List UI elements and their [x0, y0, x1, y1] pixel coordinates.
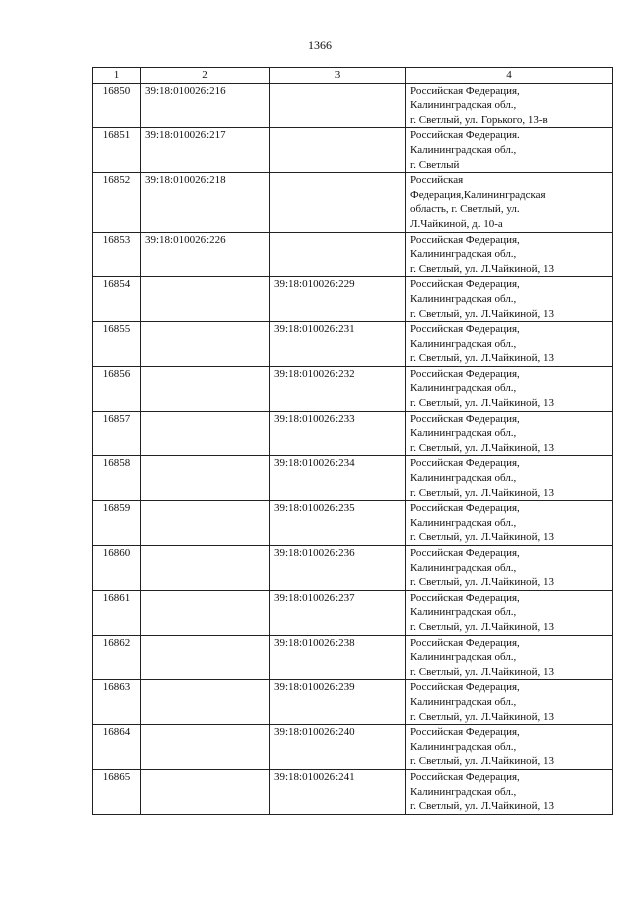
- cadastral-number-col3-cell: [270, 128, 406, 173]
- address-line: Российская Федерация,: [410, 278, 520, 291]
- address-line: г. Светлый, ул. Л.Чайкиной, 13: [410, 710, 555, 723]
- address-line: Российская Федерация,: [410, 412, 520, 425]
- cadastral-number-col3-cell: [270, 83, 406, 128]
- cadastral-number-col3-cell: 39:18:010026:240: [270, 725, 406, 770]
- address-line: Российская Федерация,: [410, 502, 520, 515]
- row-number-cell: 16851: [93, 128, 141, 173]
- address-cell: [406, 590, 613, 635]
- table-row: [93, 501, 613, 546]
- address-line: Калининградская обл.,: [410, 516, 517, 529]
- address-line: Российская Федерация,: [410, 636, 520, 649]
- cadastral-number-col3-cell: 39:18:010026:237: [270, 590, 406, 635]
- table-row: [93, 411, 613, 456]
- address-line: г. Светлый, ул. Л.Чайкиной, 13: [410, 665, 555, 678]
- address-line: Калининградская обл.,: [410, 337, 517, 350]
- address-cell: [406, 232, 613, 277]
- cadastral-number-col3-cell: 39:18:010026:239: [270, 680, 406, 725]
- address-line: Российская: [410, 174, 464, 187]
- cadastral-number-col2-cell: [141, 590, 270, 635]
- cadastral-number-col2-cell: 39:18:010026:226: [141, 232, 270, 277]
- address-line: Калининградская обл.,: [410, 292, 517, 305]
- address-line: Калининградская обл.,: [410, 785, 517, 798]
- cadastral-number-col2-cell: [141, 635, 270, 680]
- cadastral-number-col2-cell: [141, 501, 270, 546]
- table-row: [93, 83, 613, 128]
- address-cell: [406, 546, 613, 591]
- address-line: Калининградская обл.,: [410, 99, 517, 112]
- header-row: [93, 68, 613, 84]
- cadastral-number-col3-cell: 39:18:010026:234: [270, 456, 406, 501]
- cadastral-number-col3-cell: 39:18:010026:232: [270, 366, 406, 411]
- cadastral-number-col2-cell: [141, 546, 270, 591]
- cadastral-number-col2-cell: [141, 769, 270, 814]
- address-line: г. Светлый, ул. Л.Чайкиной, 13: [410, 620, 555, 633]
- cadastral-number-col2-cell: 39:18:010026:218: [141, 173, 270, 232]
- cadastral-number-col2-cell: [141, 725, 270, 770]
- address-cell: [406, 411, 613, 456]
- address-line: Российская Федерация,: [410, 323, 520, 336]
- table-row: [93, 232, 613, 277]
- address-line: Российская Федерация,: [410, 770, 520, 783]
- column-header-1: 1: [93, 68, 141, 84]
- column-header-3: 3: [270, 68, 406, 84]
- address-cell: [406, 635, 613, 680]
- address-cell: [406, 128, 613, 173]
- row-number-cell: 16850: [93, 83, 141, 128]
- table-row: [93, 322, 613, 367]
- row-number-cell: 16853: [93, 232, 141, 277]
- address-line: Российская Федерация,: [410, 233, 520, 246]
- table-row: [93, 546, 613, 591]
- address-line: область, г. Светлый, ул.: [410, 203, 520, 216]
- row-number-cell: 16865: [93, 769, 141, 814]
- address-line: Федерация,Калининградская: [410, 188, 546, 201]
- table-row: [93, 366, 613, 411]
- address-line: Л.Чайкиной, д. 10-а: [410, 217, 503, 230]
- table-row: [93, 277, 613, 322]
- row-number-cell: 16860: [93, 546, 141, 591]
- address-line: г. Светлый: [410, 158, 460, 171]
- cadastral-number-col3-cell: 39:18:010026:236: [270, 546, 406, 591]
- cadastral-number-col2-cell: [141, 680, 270, 725]
- address-line: Российская Федерация,: [410, 726, 520, 739]
- address-line: Российская Федерация.: [410, 129, 520, 142]
- cadastral-number-col3-cell: 39:18:010026:231: [270, 322, 406, 367]
- address-line: г. Светлый, ул. Л.Чайкиной, 13: [410, 800, 555, 813]
- cadastral-number-col2-cell: [141, 366, 270, 411]
- address-line: Российская Федерация,: [410, 84, 520, 97]
- address-line: Российская Федерация,: [410, 681, 520, 694]
- address-cell: [406, 83, 613, 128]
- address-line: Калининградская обл.,: [410, 606, 517, 619]
- cadastral-number-col3-cell: 39:18:010026:238: [270, 635, 406, 680]
- table-row: [93, 590, 613, 635]
- cadastral-number-col2-cell: [141, 411, 270, 456]
- row-number-cell: 16863: [93, 680, 141, 725]
- cadastral-number-col3-cell: 39:18:010026:241: [270, 769, 406, 814]
- address-line: Российская Федерация,: [410, 367, 520, 380]
- registry-table: [92, 67, 613, 815]
- address-line: г. Светлый, ул. Л.Чайкиной, 13: [410, 531, 555, 544]
- table-row: [93, 769, 613, 814]
- row-number-cell: 16861: [93, 590, 141, 635]
- table-row: [93, 173, 613, 232]
- cadastral-number-col3-cell: [270, 232, 406, 277]
- page-number: 1366: [308, 38, 332, 52]
- table-row: [93, 128, 613, 173]
- cadastral-number-col3-cell: 39:18:010026:235: [270, 501, 406, 546]
- cadastral-number-col2-cell: 39:18:010026:217: [141, 128, 270, 173]
- cadastral-number-col3-cell: [270, 173, 406, 232]
- address-line: Калининградская обл.,: [410, 695, 517, 708]
- address-line: г. Светлый, ул. Л.Чайкиной, 13: [410, 307, 555, 320]
- address-cell: [406, 501, 613, 546]
- address-line: г. Светлый, ул. Л.Чайкиной, 13: [410, 486, 555, 499]
- address-line: г. Светлый, ул. Л.Чайкиной, 13: [410, 352, 555, 365]
- cadastral-number-col3-cell: 39:18:010026:233: [270, 411, 406, 456]
- address-line: Калининградская обл.,: [410, 740, 517, 753]
- column-header-4: 4: [406, 68, 613, 84]
- cadastral-number-col2-cell: [141, 277, 270, 322]
- address-cell: [406, 173, 613, 232]
- address-cell: [406, 456, 613, 501]
- address-cell: [406, 769, 613, 814]
- table-row: [93, 680, 613, 725]
- table-row: [93, 635, 613, 680]
- address-line: г. Светлый, ул. Л.Чайкиной, 13: [410, 262, 555, 275]
- address-line: Калининградская обл.,: [410, 248, 517, 261]
- cadastral-number-col3-cell: 39:18:010026:229: [270, 277, 406, 322]
- cadastral-number-col2-cell: 39:18:010026:216: [141, 83, 270, 128]
- table-header: [93, 68, 613, 84]
- row-number-cell: 16859: [93, 501, 141, 546]
- address-line: г. Светлый, ул. Горького, 13-в: [410, 113, 548, 126]
- address-line: Калининградская обл.,: [410, 472, 517, 485]
- row-number-cell: 16857: [93, 411, 141, 456]
- cadastral-number-col2-cell: [141, 456, 270, 501]
- row-number-cell: 16862: [93, 635, 141, 680]
- address-line: Российская Федерация,: [410, 457, 520, 470]
- address-cell: [406, 322, 613, 367]
- row-number-cell: 16852: [93, 173, 141, 232]
- address-cell: [406, 366, 613, 411]
- table-row: [93, 725, 613, 770]
- row-number-cell: 16858: [93, 456, 141, 501]
- table-row: [93, 456, 613, 501]
- address-cell: [406, 680, 613, 725]
- cadastral-number-col2-cell: [141, 322, 270, 367]
- address-line: Российская Федерация,: [410, 547, 520, 559]
- address-line: г. Светлый, ул. Л.Чайкиной, 13: [410, 576, 555, 589]
- column-header-2: 2: [141, 68, 270, 84]
- address-line: г. Светлый, ул. Л.Чайкиной, 13: [410, 397, 555, 410]
- address-line: г. Светлый, ул. Л.Чайкиной, 13: [410, 441, 555, 454]
- address-line: Калининградская обл.,: [410, 143, 517, 156]
- address-line: Калининградская обл.,: [410, 382, 517, 395]
- address-line: Российская Федерация,: [410, 591, 520, 604]
- address-line: Калининградская обл.,: [410, 561, 517, 574]
- address-line: Калининградская обл.,: [410, 427, 517, 440]
- address-line: Калининградская обл.,: [410, 651, 517, 664]
- address-cell: [406, 277, 613, 322]
- row-number-cell: 16856: [93, 366, 141, 411]
- table-body: [93, 83, 613, 814]
- address-line: г. Светлый, ул. Л.Чайкиной, 13: [410, 755, 555, 768]
- address-cell: [406, 725, 613, 770]
- row-number-cell: 16855: [93, 322, 141, 367]
- row-number-cell: 16854: [93, 277, 141, 322]
- row-number-cell: 16864: [93, 725, 141, 770]
